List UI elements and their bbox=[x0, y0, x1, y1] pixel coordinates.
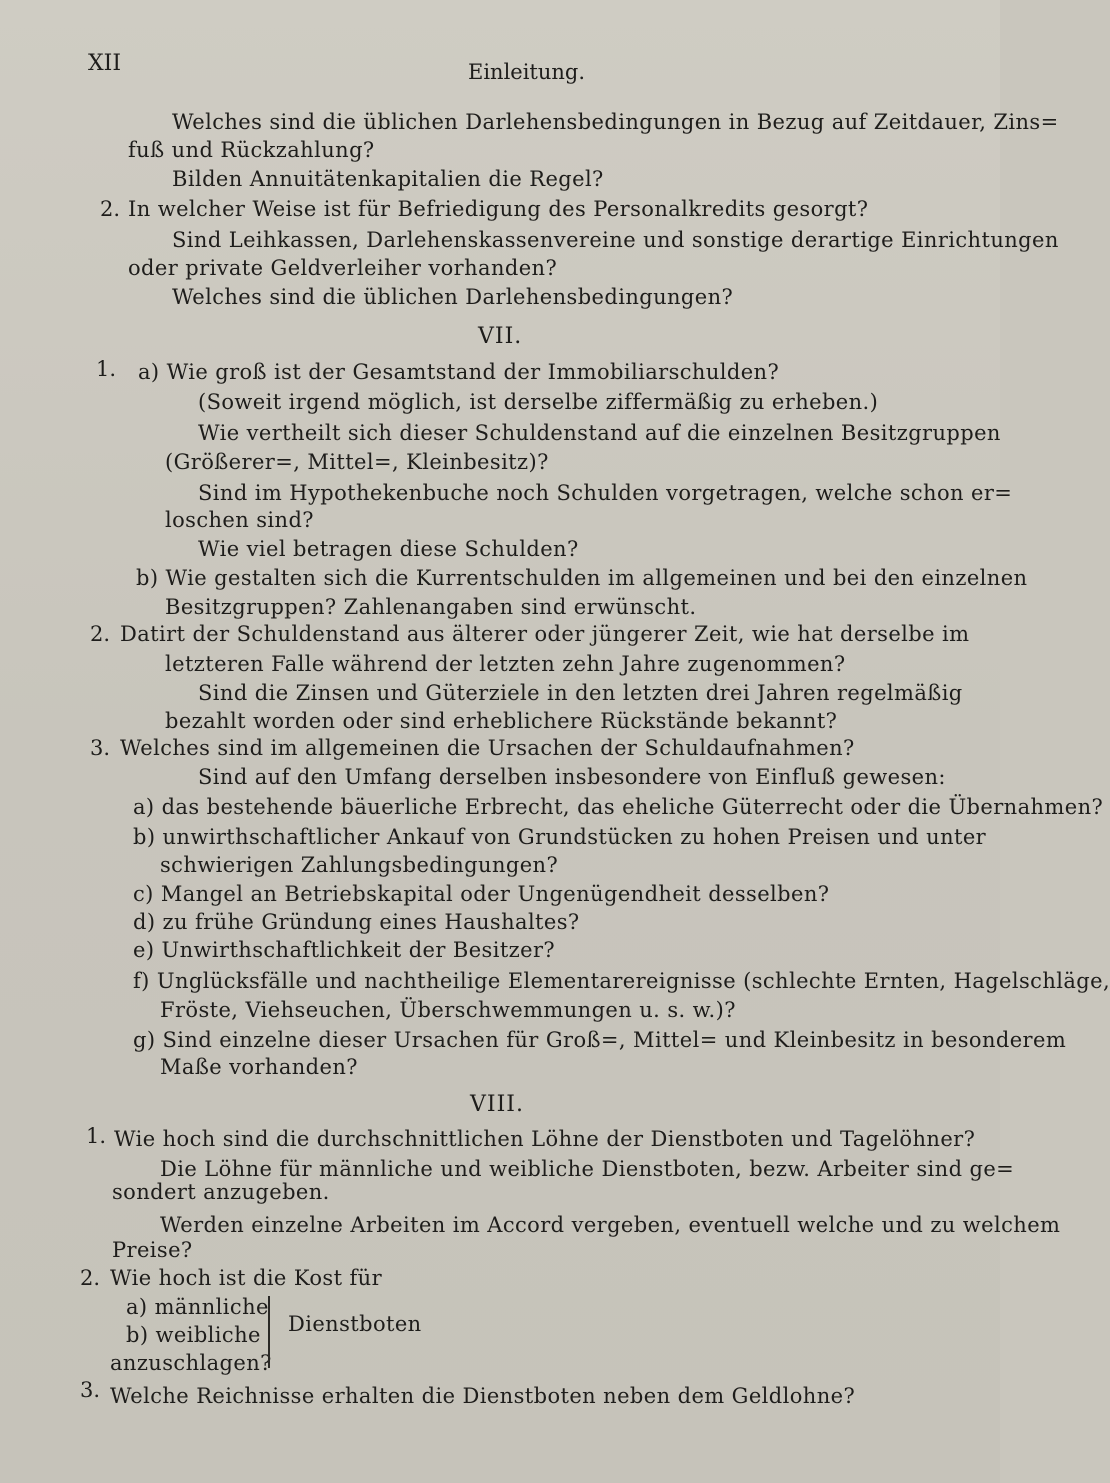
text-line: Sind die Zinsen und Güterziele in den letzten drei Jahren regelmäßig bbox=[198, 681, 963, 705]
text-line: Wie hoch sind die durchschnittlichen Löhne der Dienstboten und Tagelöhner? bbox=[114, 1127, 976, 1151]
text-line: Wie viel betragen diese Schulden? bbox=[198, 537, 579, 561]
curly-brace bbox=[268, 1296, 278, 1368]
text-line: Welches sind im allgemeinen die Ursachen der Schuldaufnahmen? bbox=[120, 736, 855, 760]
text-line: bezahlt worden oder sind erheblichere Rückstände bekannt? bbox=[165, 709, 838, 733]
text-line: Fröste, Viehseuchen, Überschwemmungen u. s. w.)? bbox=[160, 998, 736, 1022]
brace-label: Dienstboten bbox=[288, 1312, 422, 1336]
item-number: 2. bbox=[90, 622, 111, 646]
text-line: Wie hoch ist die Kost für bbox=[110, 1266, 383, 1290]
text-line: Sind im Hypothekenbuche noch Schulden vorgetragen, welche schon er= bbox=[198, 481, 1013, 505]
text-line: d) zu frühe Gründung eines Haushaltes? bbox=[133, 910, 580, 934]
item-number: 1. bbox=[96, 357, 117, 381]
text-line: c) Mangel an Betriebskapital oder Ungenügendheit desselben? bbox=[133, 882, 830, 906]
text-line: a) Wie groß ist der Gesamtstand der Immobiliarschulden? bbox=[138, 360, 780, 384]
text-line: g) Sind einzelne dieser Ursachen für Groß=, Mittel= und Kleinbesitz in besonderem bbox=[133, 1028, 1067, 1052]
text-line: f) Unglücksfälle und nachtheilige Elementarereignisse (schlechte Ernten, Hagelschläge, bbox=[133, 969, 1110, 993]
text-line: Preise? bbox=[112, 1238, 193, 1262]
text-line: Werden einzelne Arbeiten im Accord vergeben, eventuell welche und zu welchem bbox=[160, 1213, 1061, 1237]
section-heading: VIII. bbox=[470, 1092, 524, 1117]
text-line: (Größerer=, Mittel=, Kleinbesitz)? bbox=[165, 450, 549, 474]
text-line: fuß und Rückzahlung? bbox=[128, 138, 375, 162]
text-line: oder private Geldverleiher vorhanden? bbox=[128, 256, 558, 280]
text-line: Welches sind die üblichen Darlehensbedingungen in Bezug auf Zeitdauer, Zins= bbox=[172, 110, 1059, 134]
text-line: a) das bestehende bäuerliche Erbrecht, das eheliche Güterrecht oder die Übernahmen? bbox=[133, 795, 1104, 819]
text-line: b) unwirthschaftlicher Ankauf von Grundstücken zu hohen Preisen und unter bbox=[133, 825, 987, 849]
text-line: anzuschlagen? bbox=[110, 1351, 272, 1375]
text-line: schwierigen Zahlungsbedingungen? bbox=[160, 853, 559, 877]
text-line: (Soweit irgend möglich, ist derselbe ziffermäßig zu erheben.) bbox=[198, 390, 879, 414]
running-title: Einleitung. bbox=[468, 60, 586, 84]
text-line: Wie vertheilt sich dieser Schuldenstand auf die einzelnen Besitzgruppen bbox=[198, 421, 1001, 445]
text-line: Welches sind die üblichen Darlehensbedingungen? bbox=[172, 285, 734, 309]
text-line: a) männliche bbox=[126, 1295, 269, 1319]
text-line: b) Wie gestalten sich die Kurrentschulden im allgemeinen und bei den einzelnen bbox=[136, 566, 1028, 590]
text-line: e) Unwirthschaftlichkeit der Besitzer? bbox=[133, 938, 556, 962]
text-line: Bilden Annuitätenkapitalien die Regel? bbox=[172, 167, 604, 191]
text-line: loschen sind? bbox=[165, 508, 314, 532]
text-line: Sind Leihkassen, Darlehenskassenvereine und sonstige derartige Einrichtungen bbox=[172, 228, 1059, 252]
text-line: Sind auf den Umfang derselben insbesondere von Einfluß gewesen: bbox=[198, 765, 946, 789]
section-heading: VII. bbox=[478, 324, 523, 349]
text-line: In welcher Weise ist für Befriedigung des Personalkredits gesorgt? bbox=[128, 197, 869, 221]
page-number: XII bbox=[88, 51, 122, 76]
text-line: Maße vorhanden? bbox=[160, 1055, 358, 1079]
text-line: Welche Reichnisse erhalten die Dienstboten neben dem Geldlohne? bbox=[110, 1384, 856, 1408]
text-line: Datirt der Schuldenstand aus älterer oder jüngerer Zeit, wie hat derselbe im bbox=[120, 622, 970, 646]
text-line: letzteren Falle während der letzten zehn Jahre zugenommen? bbox=[165, 652, 846, 676]
item-number: 3. bbox=[90, 736, 111, 760]
text-line: Die Löhne für männliche und weibliche Dienstboten, bezw. Arbeiter sind ge= bbox=[160, 1157, 1015, 1181]
text-line: sondert anzugeben. bbox=[112, 1180, 330, 1204]
item-number: 2. bbox=[80, 1266, 101, 1290]
item-number: 1. bbox=[86, 1124, 107, 1148]
item-number: 2. bbox=[100, 197, 121, 221]
text-line: Besitzgruppen? Zahlenangaben sind erwünscht. bbox=[165, 595, 697, 619]
item-number: 3. bbox=[80, 1378, 101, 1402]
text-line: b) weibliche bbox=[126, 1323, 261, 1347]
